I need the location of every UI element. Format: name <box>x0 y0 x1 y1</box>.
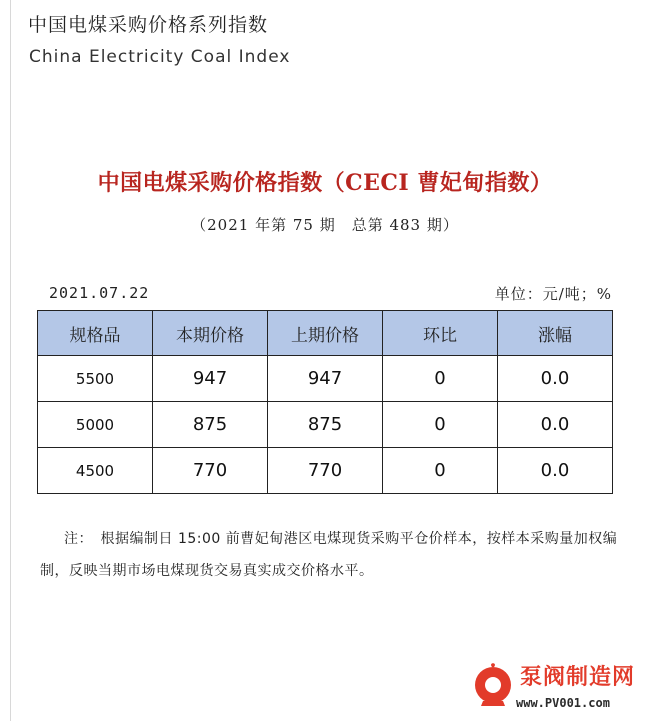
cell-current-price: 770 <box>153 448 268 494</box>
header-current-price: 本期价格 <box>153 311 268 356</box>
series-title-cn: 中国电煤采购价格系列指数 <box>28 14 269 36</box>
watermark-name: 泵阀制造网 <box>520 665 636 690</box>
cell-spec: 5500 <box>38 356 153 402</box>
valve-logo-icon <box>470 660 516 706</box>
cell-rise: 0.0 <box>498 402 613 448</box>
header-rise: 涨幅 <box>498 311 613 356</box>
methodology-note: 注： 根据编制日 15:00 前曹妃甸港区电煤现货采购平仓价样本，按样本采购量加权编制，反映当期市场电煤现货交易真实成交价格水平。 <box>40 531 618 579</box>
index-title: 中国电煤采购价格指数（CECI 曹妃甸指数） <box>97 170 553 196</box>
watermark <box>470 656 640 718</box>
price-table <box>37 310 613 494</box>
watermark-url: www.PV001.com <box>516 696 610 710</box>
cell-current-price: 947 <box>153 356 268 402</box>
cell-previous-price: 770 <box>268 448 383 494</box>
table-row <box>38 448 613 494</box>
cell-previous-price: 947 <box>268 356 383 402</box>
left-border-line <box>10 0 11 721</box>
cell-spec: 5000 <box>38 402 153 448</box>
cell-current-price: 875 <box>153 402 268 448</box>
cell-rise: 0.0 <box>498 356 613 402</box>
header-previous-price: 上期价格 <box>268 311 383 356</box>
cell-mom: 0 <box>383 448 498 494</box>
issue-number: （2021 年第 75 期 总第 483 期） <box>191 216 459 234</box>
table-row <box>38 356 613 402</box>
table-row <box>38 402 613 448</box>
publish-date: 2021.07.22 <box>49 284 150 302</box>
unit-label: 单位：元/吨；% <box>494 285 612 303</box>
header-spec: 规格品 <box>38 311 153 356</box>
table-header-row <box>38 311 613 356</box>
cell-mom: 0 <box>383 402 498 448</box>
cell-rise: 0.0 <box>498 448 613 494</box>
header-mom: 环比 <box>383 311 498 356</box>
cell-mom: 0 <box>383 356 498 402</box>
cell-spec: 4500 <box>38 448 153 494</box>
series-title-en: China Electricity Coal Index <box>29 47 291 67</box>
cell-previous-price: 875 <box>268 402 383 448</box>
